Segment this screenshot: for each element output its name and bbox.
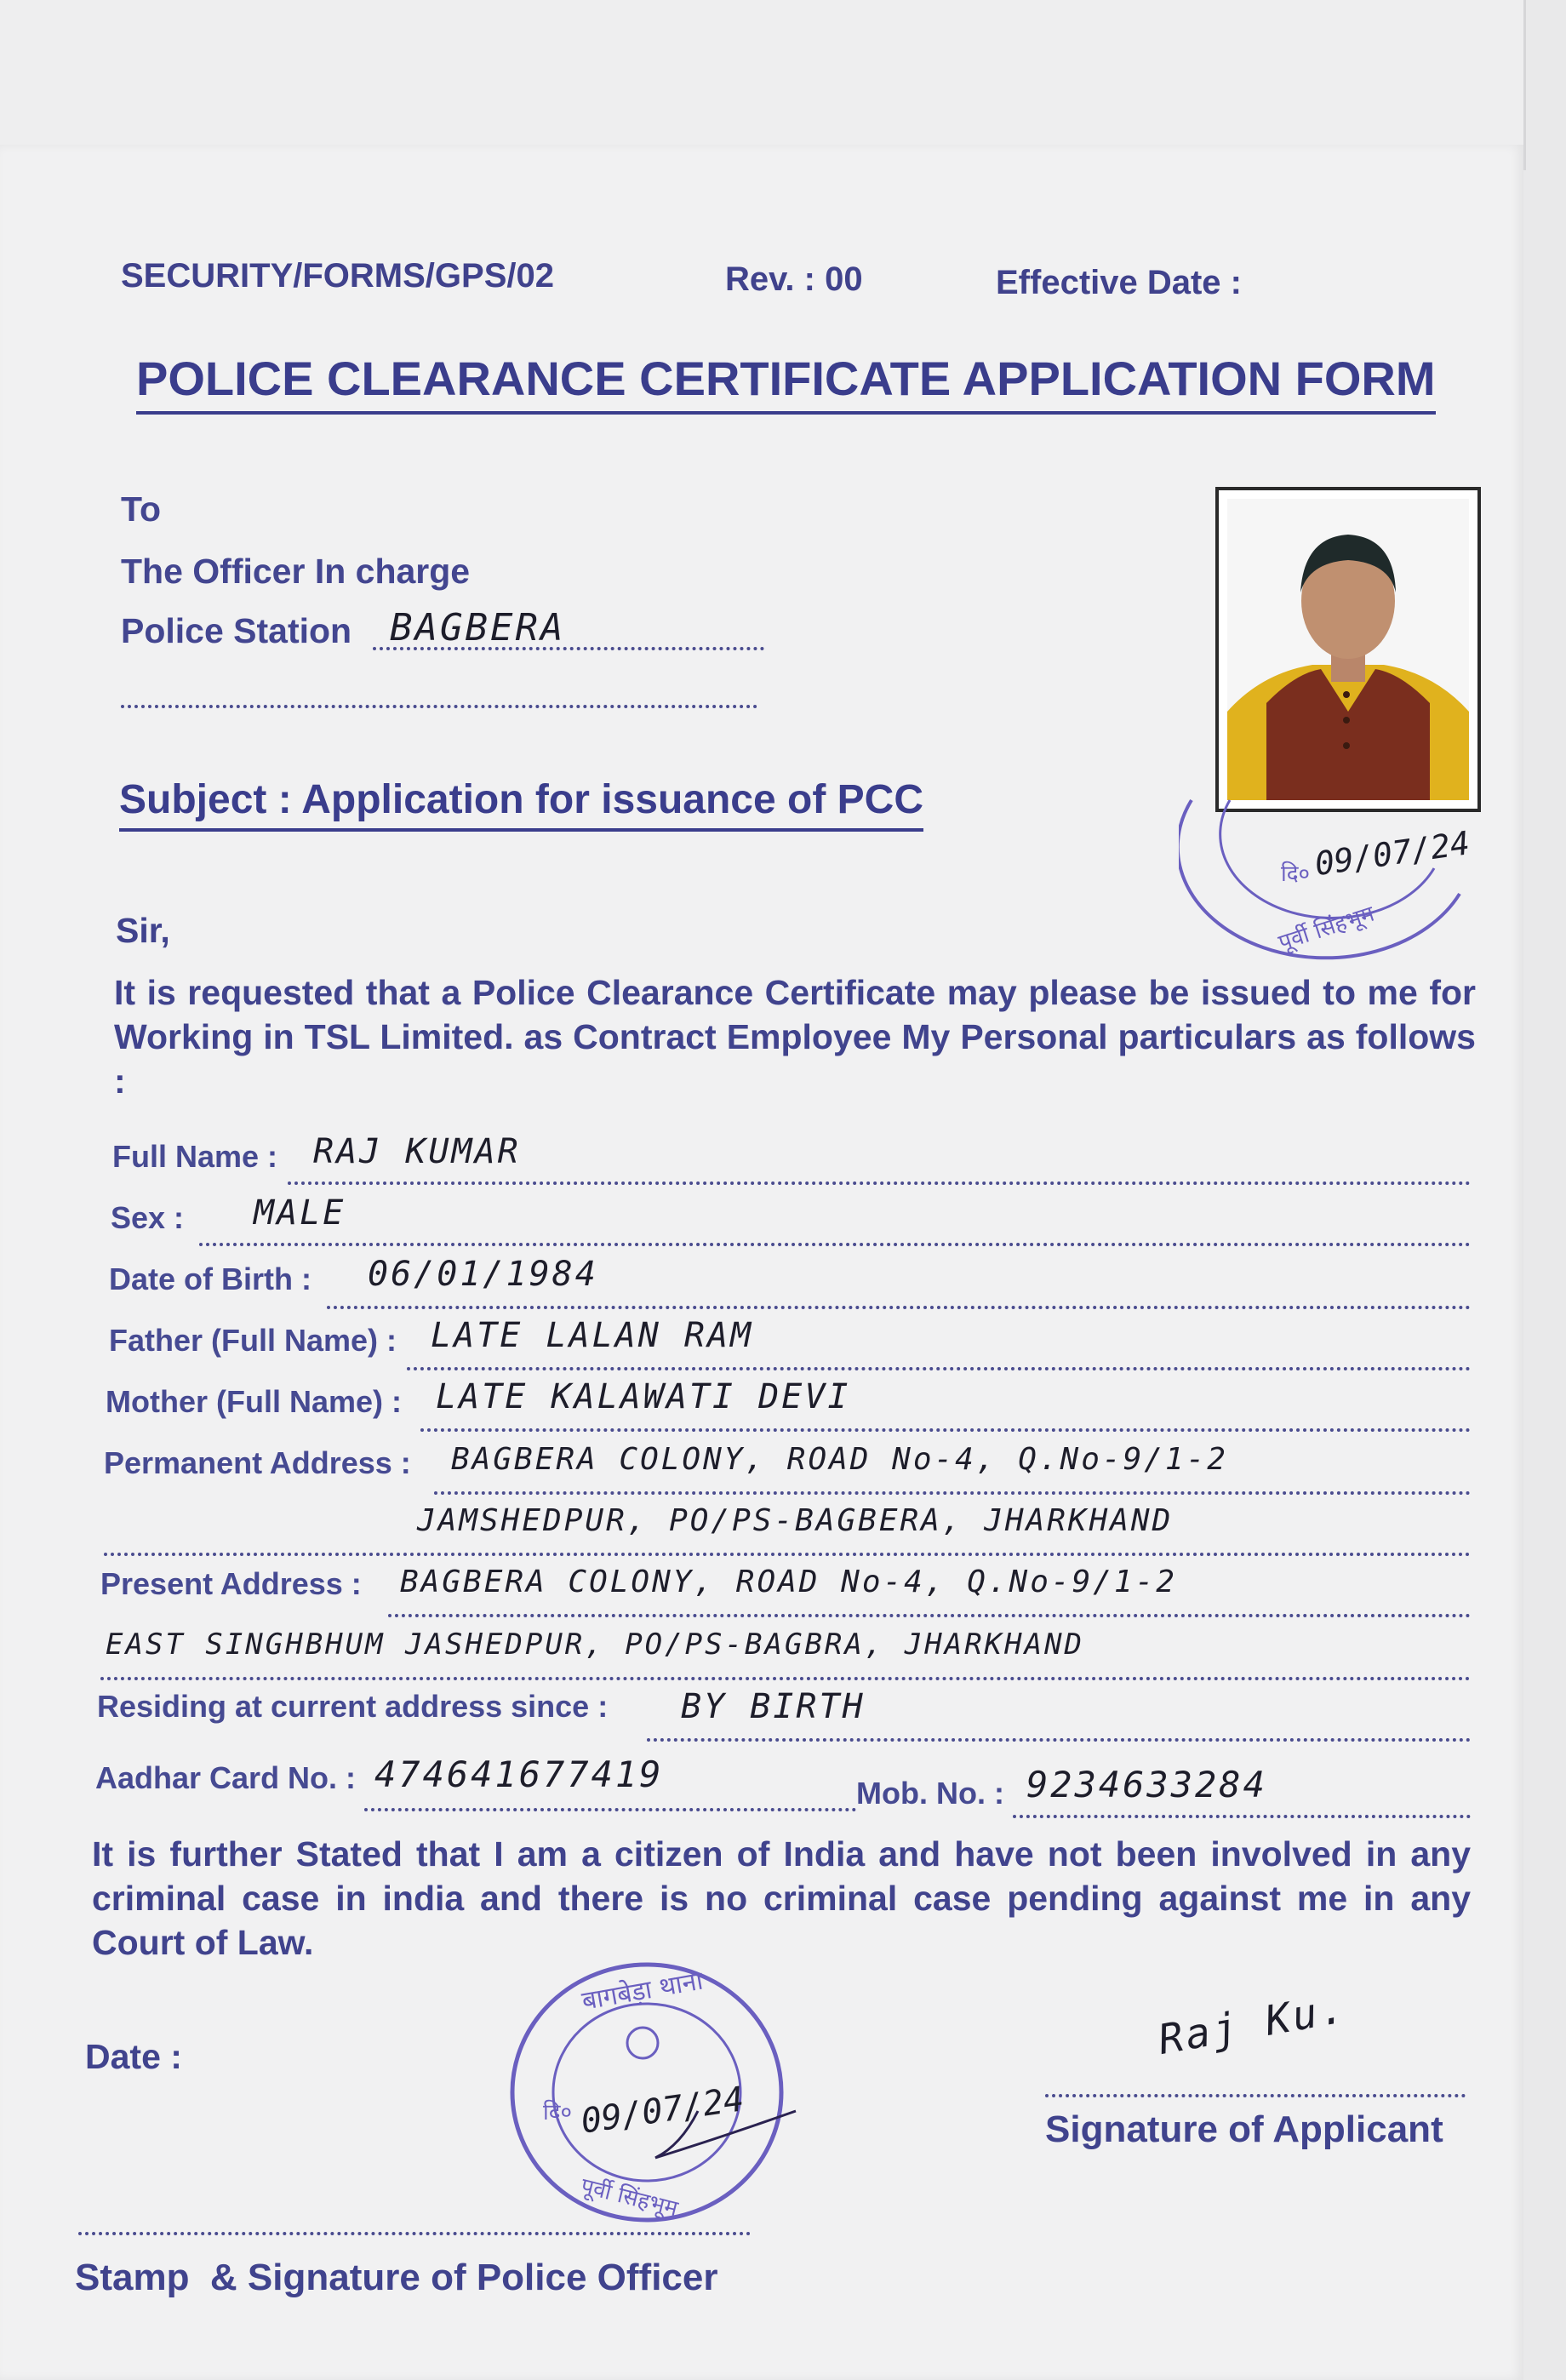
addressee-officer: The Officer In charge [121,552,471,591]
police-stamp-script-small: दि० [543,2100,573,2125]
revision-number: Rev. : 00 [725,260,863,298]
police-stamp-script-top: बागबेड़ा थाना [580,1965,706,2017]
aadhar-line [364,1808,856,1811]
present-address-line-1 [388,1614,1471,1617]
permanent-address-line-2 [104,1553,1471,1556]
dob-label: Date of Birth : [109,1262,311,1296]
aadhar-value: 474641677419 [374,1754,664,1795]
sex-label: Sex : [111,1200,185,1235]
police-signature-line [78,2232,751,2235]
residing-since-label: Residing at current address since : [97,1689,609,1724]
mother-name-label: Mother (Full Name) : [106,1384,402,1419]
police-stamp-date: 09/07/24 [578,2080,747,2142]
present-address-value-1: BAGBERA COLONY, ROAD No-4, Q.No-9/1-2 [400,1565,1177,1599]
form-title: POLICE CLEARANCE CERTIFICATE APPLICATION FORM [136,351,1436,415]
permanent-address-value-1: BAGBERA COLONY, ROAD No-4, Q.No-9/1-2 [451,1442,1228,1477]
mother-name-line [420,1428,1471,1432]
applicant-signature-label: Signature of Applicant [1045,2108,1443,2150]
declaration-paragraph: It is further Stated that I am a citizen of India and have not been involved in any criminal case in india and there is no criminal case pending against me in any Court of Law. [92,1834,1471,1962]
form-code: SECURITY/FORMS/GPS/02 [121,257,554,295]
full-name-value: RAJ KUMAR [313,1132,521,1171]
applicant-portrait-illustration [1227,499,1469,800]
date-label: Date : [85,2037,182,2076]
permanent-address-value-2: JAMSHEDPUR, PO/PS-BAGBERA, JHARKHAND [417,1503,1174,1538]
father-name-line [407,1367,1471,1370]
police-signature-label: Stamp & Signature of Police Officer [75,2257,718,2298]
full-name-label: Full Name : [112,1139,278,1174]
applicant-signature: Raj Ku. [1154,1984,1351,2064]
police-station-value: BAGBERA [390,606,566,649]
residing-since-value: BY BIRTH [681,1687,866,1726]
applicant-photo [1215,487,1481,812]
salutation: Sir, [116,911,170,950]
dob-line [327,1306,1471,1309]
present-address-label: Present Address : [100,1566,362,1601]
police-station-extra-line [121,705,757,708]
applicant-signature-line [1045,2094,1466,2097]
sex-value: MALE [254,1193,346,1233]
photo-stamp-script-small: दि० [1281,861,1311,887]
dob-value: 06/01/1984 [368,1255,598,1294]
present-address-line-2 [100,1677,1471,1680]
sex-line [199,1243,1471,1246]
mother-name-value: LATE KALAWATI DEVI [436,1377,851,1416]
emblem-icon [627,2028,658,2058]
request-paragraph: It is requested that a Police Clearance Certificate may please be issued to me for Working in TSL Limited. as Contract Employee My Personal particulars as follows : [114,973,1476,1101]
subject-line: Subject : Application for issuance of PCC [119,776,923,832]
father-name-value: LATE LALAN RAM [431,1316,754,1355]
mobile-label: Mob. No. : [856,1776,1004,1811]
aadhar-label: Aadhar Card No. : [95,1760,357,1795]
mobile-value: 9234633284 [1026,1764,1267,1805]
permanent-address-label: Permanent Address : [104,1445,411,1480]
police-stamp-script-bottom: पूर्वी सिंहभूम [578,2173,681,2223]
present-address-value-2: EAST SINGHBHUM JASHEDPUR, PO/PS-BAGBRA, JHARKHAND [106,1628,1085,1662]
effective-date-label: Effective Date : [996,264,1242,301]
residing-since-line [647,1738,1471,1742]
photo-stamp-date: 09/07/24 [1312,824,1472,884]
photo-stamp-script: पूर्वी सिंहभूम [1275,901,1378,957]
father-name-label: Father (Full Name) : [109,1323,397,1358]
police-station-stamp [502,1949,817,2239]
permanent-address-line-1 [434,1491,1471,1495]
mobile-line [1013,1815,1471,1818]
police-station-label: Police Station [121,611,352,650]
full-name-line [288,1181,1471,1185]
photo-attestation-stamp [1179,766,1485,962]
addressee-to: To [121,489,162,529]
